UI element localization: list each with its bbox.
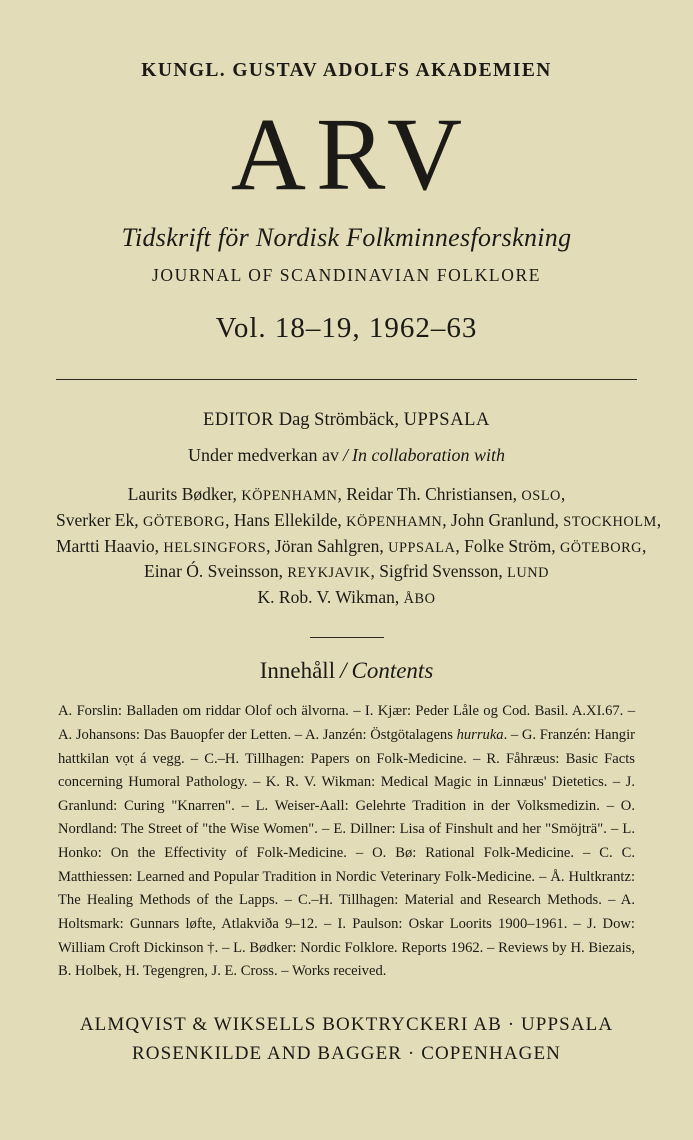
academy-name: KUNGL. GUSTAV ADOLFS AKADEMIEN (141, 60, 552, 81)
editorial-board-line: K. Rob. V. Wikman, ÅBO (257, 587, 436, 608)
contents-list: A. Forslin: Balladen om riddar Olof och älvorna. – I. Kjær: Peder Låle og Cod. Basil. A.XI.67. – A. Johansons: Das Bauopfer der Letten. – A. Janzén: Östgötalagens hurruka. – G. Franzén: Hangir hattkilan vọt á vegg. – C.–H. Tillhagen: Papers on Folk-Medicine. – R. Fåhræus: Basic Facts concerning Humoral Pathology. – K. R. V. Wikman: Medical Magic in Linnæus' Dietetics. – J. Granlund: Curing "Knarren". – L. Weiser-Aall: Gelehrte Tradition in der Volksmedizin. – O. Nordland: The Street of "the Wise Women". – E. Dillner: Lisa of Finshult and her "Smöjträ". – L. Honko: On the Effectivity of Folk-Medicine. – O. Bø: Rational Folk-Medicine. – C. C. Matthiessen: Learned and Popular Tradition in Nordic Veterinary Folk-Medicine. – Å. Hultkrantz: The Healing Methods of the Lapps. – C.–H. Tillhagen: Material and Research Methods. – A. Holtsmark: Gunnars løfte, Atlakviða 9–12. – I. Paulson: Oskar Loorits 1900–1961. – J. Dow: William Croft Dickinson †. – L. Bødker: Nordic Folklore. Reports 1962. – Reviews by H. Biezais, B. Holbek, H. Tegengren, J. E. Cross. – Works received. (58, 703, 635, 980)
editor-line: EDITOR Dag Strömbäck, UPPSALA (202, 409, 491, 430)
editorial-board-line: Einar Ó. Sveinsson, REYKJAVIK, Sigfrid Svensson, LUND (144, 561, 549, 582)
editorial-board (56, 482, 662, 611)
title-page (0, 60, 693, 1140)
imprint-line-printer: ALMQVIST & WIKSELLS BOKTRYCKERI AB · UPPSALA (79, 1013, 614, 1035)
imprint (56, 1010, 637, 1069)
editor-name: Dag Strömbäck (278, 409, 395, 430)
collaboration-swedish: Under medverkan av (188, 444, 339, 465)
divider-rule (56, 379, 637, 380)
journal-subtitle-swedish: Tidskrift för Nordisk Folkminnesforskning (121, 222, 572, 252)
contents-heading-separator: / (340, 658, 347, 684)
imprint-line-publisher: ROSENKILDE AND BAGGER · COPENHAGEN (131, 1043, 561, 1065)
editor-city: UPPSALA (403, 409, 491, 430)
journal-subtitle-english: JOURNAL OF SCANDINAVIAN FOLKLORE (151, 264, 542, 285)
editor-label: EDITOR (202, 409, 275, 430)
editorial-board-line: Laurits Bødker, KÖPENHAMN, Reidar Th. Christiansen, OSLO, (127, 483, 566, 504)
contents-heading-swedish: Innehåll (259, 658, 336, 684)
collaboration-separator: / (342, 444, 348, 465)
contents-heading-english: Contents (351, 658, 434, 684)
editorial-board-line: Sverker Ek, GÖTEBORG, Hans Ellekilde, KÖPENHAMN, John Granlund, STOCKHOLM, (56, 509, 662, 530)
collaboration-line (56, 445, 637, 466)
collaboration-english: In collaboration with (351, 444, 505, 465)
short-divider-rule (310, 637, 384, 638)
editorial-board-line: Martti Haavio, HELSINGFORS, Jöran Sahlgren, UPPSALA, Folke Ström, GÖTEBORG, (56, 535, 647, 556)
journal-logo: ARV (230, 97, 473, 212)
contents-heading (56, 658, 637, 684)
volume-statement: Vol. 18–19, 1962–63 (215, 311, 478, 344)
